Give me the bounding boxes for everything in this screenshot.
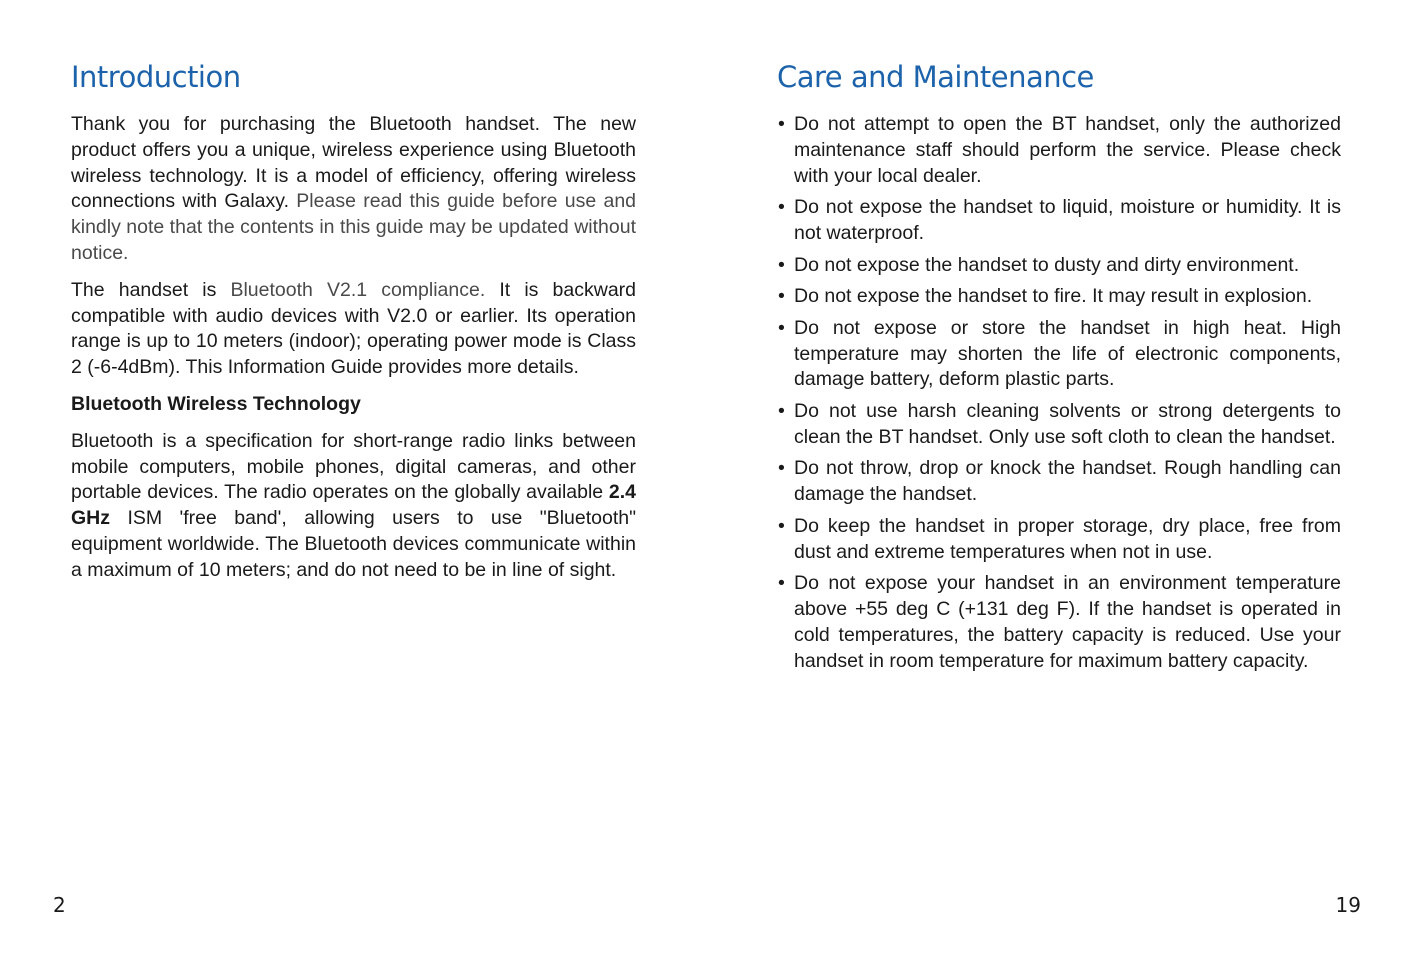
- bullet-marker: •: [778, 572, 785, 595]
- bt-text-end: ISM 'free band', allowing users to use "Bluetooth" equipment worldwide. The Bluetooth devices communicate within a maximum of 10 meters; and do not need to be in line of sight.: [71, 507, 637, 581]
- bullet-marker: •: [778, 399, 785, 422]
- bt-frequency: 2.4 GHz: [71, 481, 636, 530]
- bullet-text: Do not expose your handset in an environment temperature above +55 deg C (+131 deg F). If the handset is operated in cold temperatures, the battery capacity is reduced. Use your handset in room temperature for maximum battery capacity.: [794, 572, 1341, 672]
- bullet-text: Do not expose the handset to liquid, moisture or humidity. It is not waterproof.: [794, 196, 1341, 244]
- care-bullet-item: [777, 195, 1341, 247]
- bullet-text: Do not expose the handset to fire. It may result in explosion.: [794, 285, 1313, 308]
- care-bullet-item: [777, 571, 1341, 674]
- compliance-details: It is backward compatible with audio devices with V2.0 or earlier. Its operation range is up to 10 meters (indoor); operating power mode is Class 2 (-6-4dBm). This Information Guide provides more details.: [71, 278, 637, 379]
- bullet-marker: •: [778, 457, 785, 480]
- bullet-marker: •: [778, 316, 785, 339]
- bullet-text: Do not throw, drop or knock the handset. Rough handling can damage the handset.: [794, 457, 1341, 506]
- bullet-text: Do not attempt to open the BT handset, only the authorized maintenance staff should perform the service. Please check with your local dealer.: [794, 113, 1341, 187]
- page-number-right: 19: [1335, 893, 1361, 917]
- bullet-marker: •: [778, 514, 785, 537]
- intro-paragraph: [71, 112, 636, 267]
- page-number-left: 2: [53, 893, 66, 917]
- care-bullet-item: [777, 399, 1341, 451]
- bullet-marker: •: [778, 196, 785, 219]
- bt-text-start: Bluetooth is a specification for short-range radio links between mobile computers, mobile phones, digital cameras, and other portable devices. The radio operates on the globally available: [71, 429, 636, 504]
- compliance-lead: The handset is: [71, 278, 217, 301]
- intro-notice-text: Please read this guide before use and kindly note that the contents in this guide may be updated without notice.: [71, 190, 637, 264]
- care-bullet-item: [777, 112, 1341, 189]
- care-bullet-list: [777, 112, 1341, 674]
- care-maintenance-heading: Care and Maintenance: [777, 60, 1094, 94]
- introduction-heading: Introduction: [71, 60, 241, 94]
- right-page: [777, 58, 1341, 680]
- care-bullet-item: [777, 253, 1341, 279]
- bullet-text: Do not expose the handset to dusty and dirty environment.: [794, 253, 1300, 276]
- left-page: [71, 58, 636, 595]
- bullet-marker: •: [778, 285, 785, 308]
- bluetooth-technology-subheading: Bluetooth Wireless Technology: [71, 392, 361, 415]
- bullet-marker: •: [778, 253, 785, 276]
- care-bullet-item: [777, 284, 1341, 310]
- compliance-version: Bluetooth V2.1 compliance.: [230, 278, 486, 301]
- intro-text: Thank you for purchasing the Bluetooth handset. The new product offers you a unique, wireless experience using Bluetooth wireless technology. It is a model of efficiency, offering wireless connections with Galaxy.: [71, 113, 636, 213]
- bullet-text: Do not use harsh cleaning solvents or strong detergents to clean the BT handset. Only use soft cloth to clean the handset.: [794, 399, 1341, 448]
- care-bullet-item: [777, 456, 1341, 508]
- care-bullet-item: [777, 514, 1341, 566]
- bullet-text: Do not expose or store the handset in high heat. High temperature may shorten the life of electronic components, damage battery, deform plastic parts.: [794, 316, 1341, 391]
- bluetooth-description-paragraph: [71, 429, 636, 584]
- bullet-text: Do keep the handset in proper storage, dry place, free from dust and extreme temperatures when not in use.: [794, 514, 1341, 563]
- compliance-paragraph: [71, 278, 636, 381]
- bullet-marker: •: [778, 113, 785, 135]
- care-bullet-item: [777, 316, 1341, 393]
